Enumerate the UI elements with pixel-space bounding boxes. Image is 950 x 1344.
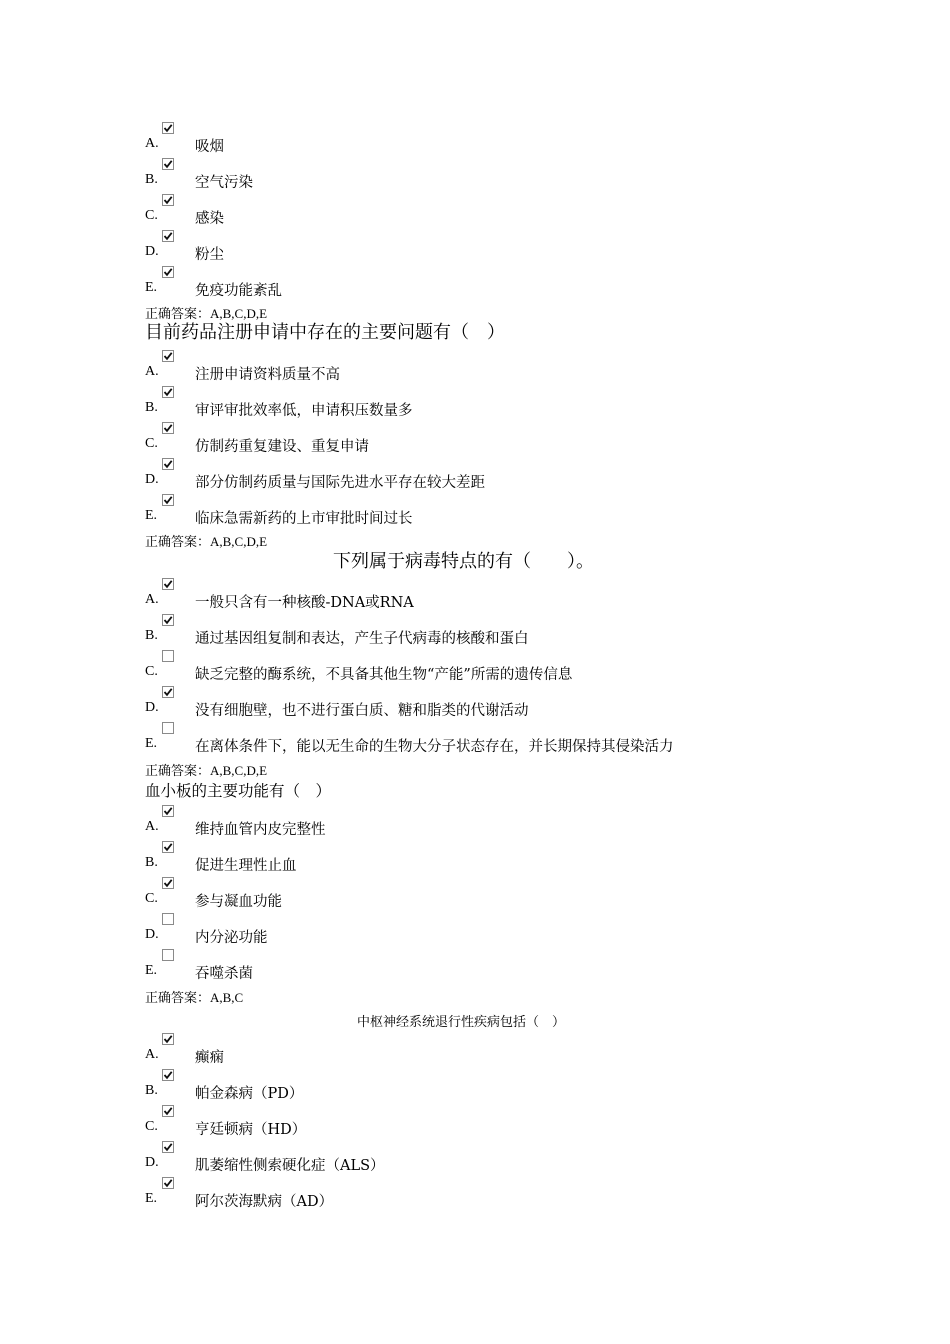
option-text: 内分泌功能 xyxy=(195,930,268,946)
checkbox[interactable] xyxy=(162,686,174,698)
correct-answer: 正确答案：A,B,C,D,E xyxy=(145,763,268,778)
option-letter: C. xyxy=(145,664,158,679)
checkbox[interactable] xyxy=(162,494,174,506)
option-letter: A. xyxy=(145,592,159,607)
option-b xyxy=(0,614,950,650)
option-text: 没有细胞壁，也不进行蛋白质、糖和脂类的代谢活动 xyxy=(195,703,529,719)
check-icon xyxy=(163,806,173,816)
option-text: 肌萎缩性侧索硬化症（ALS） xyxy=(195,1158,385,1174)
option-letter: C. xyxy=(145,1119,158,1134)
option-letter: B. xyxy=(145,855,158,870)
checkbox[interactable] xyxy=(162,578,174,590)
option-text: 审评审批效率低，申请积压数量多 xyxy=(195,403,413,419)
checkbox[interactable] xyxy=(162,194,174,206)
check-icon xyxy=(163,231,173,241)
check-icon xyxy=(163,267,173,277)
checkbox[interactable] xyxy=(162,230,174,242)
option-letter: E. xyxy=(145,736,158,751)
checkbox[interactable] xyxy=(162,1105,174,1117)
check-icon xyxy=(163,387,173,397)
option-e xyxy=(0,494,950,530)
option-e xyxy=(0,1177,950,1213)
option-c xyxy=(0,877,950,913)
option-a xyxy=(0,805,950,841)
option-text: 吞噬杀菌 xyxy=(195,966,253,982)
option-letter: D. xyxy=(145,700,159,715)
option-a xyxy=(0,1033,950,1069)
option-a xyxy=(0,578,950,614)
option-letter: E. xyxy=(145,280,158,295)
option-b xyxy=(0,1069,950,1105)
checkbox[interactable] xyxy=(162,877,174,889)
checkbox[interactable] xyxy=(162,650,174,662)
option-text: 吸烟 xyxy=(195,139,224,155)
option-e xyxy=(0,949,950,985)
option-text: 亨廷顿病（HD） xyxy=(195,1122,307,1138)
checkbox[interactable] xyxy=(162,1069,174,1081)
option-letter: C. xyxy=(145,208,158,223)
option-letter: B. xyxy=(145,1083,158,1098)
option-text: 缺乏完整的酶系统，不具备其他生物“产能”所需的遗传信息 xyxy=(195,667,573,683)
option-text: 粉尘 xyxy=(195,247,224,263)
option-b xyxy=(0,841,950,877)
option-text: 阿尔茨海默病（AD） xyxy=(195,1194,334,1210)
check-icon xyxy=(163,123,173,133)
check-icon xyxy=(163,495,173,505)
correct-answer: 正确答案：A,B,C,D,E xyxy=(145,306,268,321)
option-b xyxy=(0,158,950,194)
option-letter: B. xyxy=(145,628,158,643)
option-text: 促进生理性止血 xyxy=(195,858,297,874)
option-letter: C. xyxy=(145,891,158,906)
check-icon xyxy=(163,1070,173,1080)
option-letter: D. xyxy=(145,244,159,259)
option-a xyxy=(0,122,950,158)
correct-answer: 正确答案：A,B,C xyxy=(145,990,244,1005)
option-c xyxy=(0,422,950,458)
question-title: 下列属于病毒特点的有（ ）。 xyxy=(333,551,594,572)
checkbox[interactable] xyxy=(162,614,174,626)
option-e xyxy=(0,722,950,758)
check-icon xyxy=(163,1142,173,1152)
option-text: 部分仿制药质量与国际先进水平存在较大差距 xyxy=(195,475,485,491)
option-text: 参与凝血功能 xyxy=(195,894,282,910)
question-title: 血小板的主要功能有（ ） xyxy=(145,782,332,800)
option-letter: D. xyxy=(145,1155,159,1170)
option-e xyxy=(0,266,950,302)
option-letter: E. xyxy=(145,1191,158,1206)
check-icon xyxy=(163,1106,173,1116)
option-text: 免疫功能紊乱 xyxy=(195,283,282,299)
option-text: 帕金森病（PD） xyxy=(195,1086,304,1102)
checkbox[interactable] xyxy=(162,913,174,925)
option-c xyxy=(0,1105,950,1141)
option-text: 通过基因组复制和表达，产生子代病毒的核酸和蛋白 xyxy=(195,631,529,647)
checkbox[interactable] xyxy=(162,1177,174,1189)
option-b xyxy=(0,386,950,422)
option-text: 临床急需新药的上市审批时间过长 xyxy=(195,511,413,527)
option-letter: A. xyxy=(145,819,159,834)
option-letter: D. xyxy=(145,472,159,487)
option-text: 感染 xyxy=(195,211,224,227)
checkbox[interactable] xyxy=(162,805,174,817)
option-d xyxy=(0,230,950,266)
check-icon xyxy=(163,459,173,469)
check-icon xyxy=(163,615,173,625)
correct-answer: 正确答案：A,B,C,D,E xyxy=(145,534,268,549)
checkbox[interactable] xyxy=(162,1033,174,1045)
check-icon xyxy=(163,687,173,697)
question-title: 中枢神经系统退行性疾病包括（ ） xyxy=(357,1015,566,1030)
checkbox[interactable] xyxy=(162,122,174,134)
question-title: 目前药品注册申请中存在的主要问题有（ ） xyxy=(145,322,505,343)
checkbox[interactable] xyxy=(162,158,174,170)
checkbox[interactable] xyxy=(162,266,174,278)
option-d xyxy=(0,913,950,949)
check-icon xyxy=(163,842,173,852)
option-letter: C. xyxy=(145,436,158,451)
check-icon xyxy=(163,1034,173,1044)
check-icon xyxy=(163,195,173,205)
checkbox[interactable] xyxy=(162,949,174,961)
option-letter: E. xyxy=(145,963,158,978)
option-a xyxy=(0,350,950,386)
option-text: 空气污染 xyxy=(195,175,253,191)
option-text: 维持血管内皮完整性 xyxy=(195,822,326,838)
option-letter: A. xyxy=(145,136,159,151)
check-icon xyxy=(163,878,173,888)
checkbox[interactable] xyxy=(162,1141,174,1153)
option-text: 癫痫 xyxy=(195,1050,224,1066)
option-text: 一般只含有一种核酸-DNA或RNA xyxy=(195,595,414,611)
checkbox[interactable] xyxy=(162,422,174,434)
option-text: 仿制药重复建设、重复申请 xyxy=(195,439,369,455)
check-icon xyxy=(163,351,173,361)
option-d xyxy=(0,686,950,722)
option-d xyxy=(0,1141,950,1177)
check-icon xyxy=(163,1178,173,1188)
checkbox[interactable] xyxy=(162,841,174,853)
option-text: 注册申请资料质量不高 xyxy=(195,367,340,383)
option-c xyxy=(0,650,950,686)
check-icon xyxy=(163,579,173,589)
option-letter: E. xyxy=(145,508,158,523)
option-letter: A. xyxy=(145,364,159,379)
option-c xyxy=(0,194,950,230)
option-letter: B. xyxy=(145,172,158,187)
checkbox[interactable] xyxy=(162,350,174,362)
checkbox[interactable] xyxy=(162,386,174,398)
option-d xyxy=(0,458,950,494)
option-letter: B. xyxy=(145,400,158,415)
option-text: 在离体条件下，能以无生命的生物大分子状态存在，并长期保持其侵染活力 xyxy=(195,739,674,755)
option-letter: A. xyxy=(145,1047,159,1062)
checkbox[interactable] xyxy=(162,722,174,734)
checkbox[interactable] xyxy=(162,458,174,470)
check-icon xyxy=(163,159,173,169)
option-letter: D. xyxy=(145,927,159,942)
check-icon xyxy=(163,423,173,433)
